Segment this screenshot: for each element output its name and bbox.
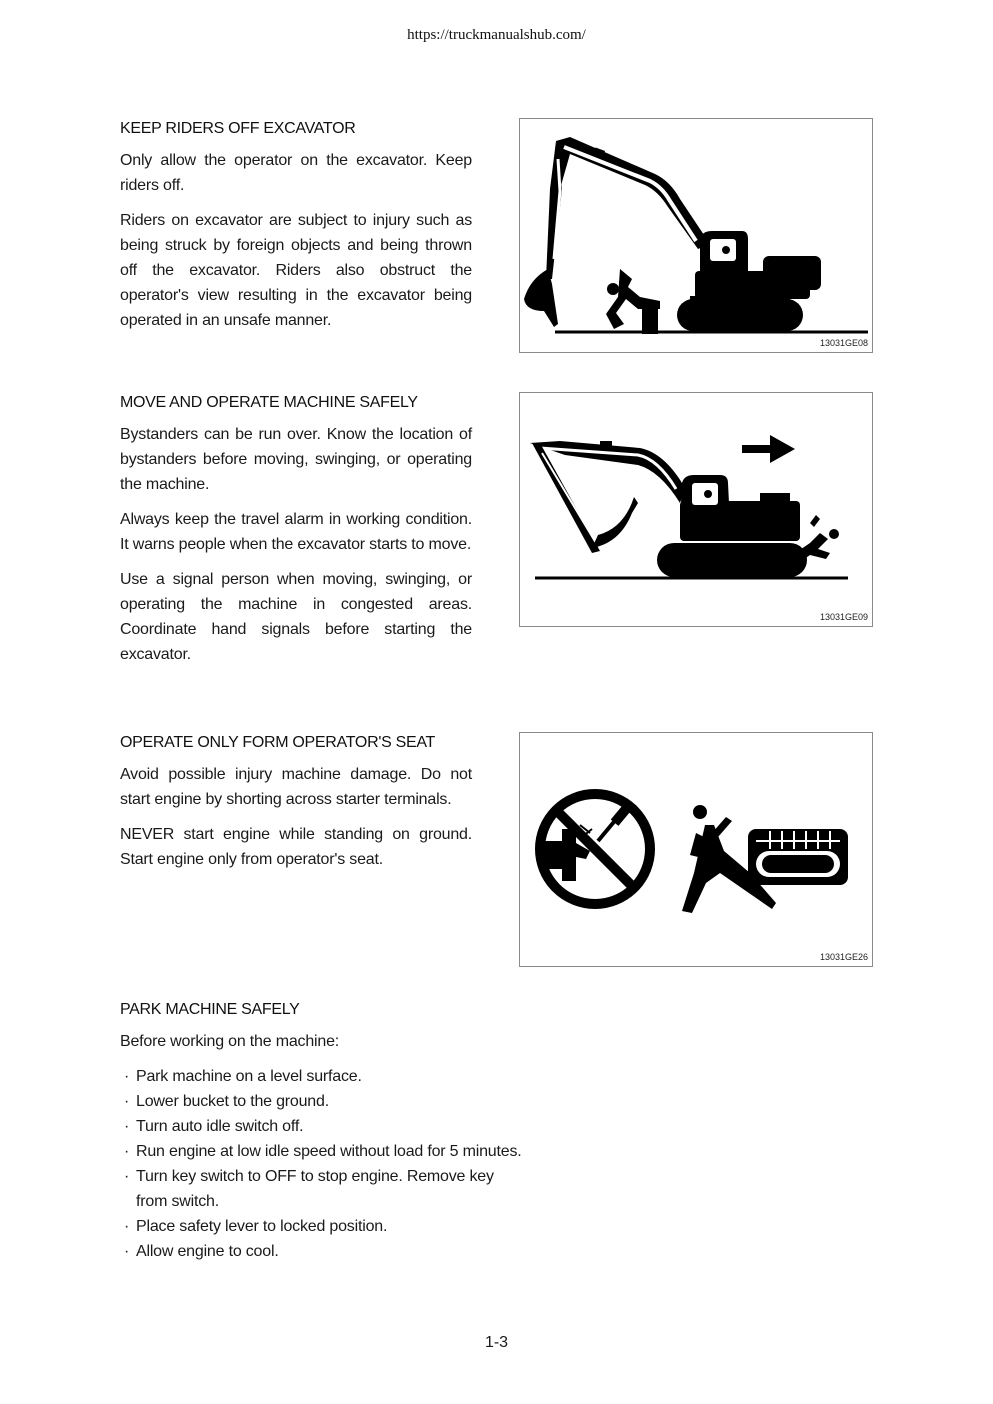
bullet: · [124,1218,130,1235]
excavator-rider-illustration [520,119,874,354]
figure-code: 13031GE09 [819,612,868,622]
section-park-safely [120,1001,580,1264]
no-shorting-starter-illustration [520,733,874,968]
figure-starter-shorting [519,732,873,967]
paragraph: NEVER start engine while standing on ground. Start engine only from operator's seat. [120,826,472,868]
paragraph: Bystanders can be run over. Know the location of bystanders before moving, swinging, or operating the machine. [120,426,472,493]
bullet: · [124,1168,130,1185]
figure-code: 13031GE26 [819,952,868,962]
section-operate-from-seat [120,734,472,882]
section-move-operate-safely [120,394,472,677]
section-title: MOVE AND OPERATE MACHINE SAFELY [120,394,418,411]
section-title: OPERATE ONLY FORM OPERATOR'S SEAT [120,734,435,751]
list-item: · Park machine on a level surface. [120,1064,580,1089]
bullet: · [124,1143,130,1160]
paragraph: Avoid possible injury machine damage. Do not start engine by shorting across starter terminals. [120,766,472,808]
bullet: · [124,1068,130,1085]
excavator-bystander-illustration [520,393,874,628]
section-title: KEEP RIDERS OFF EXCAVATOR [120,120,356,137]
paragraph: Riders on excavator are subject to injury such as being struck by foreign objects and being thrown off the excavator. Riders also obstruct the operator's view resulting in the excavator being operated in an unsafe manner. [120,212,472,329]
paragraph: Only allow the operator on the excavator. Keep riders off. [120,152,472,194]
section-title: PARK MACHINE SAFELY [120,1001,300,1018]
section-keep-riders-off [120,120,472,343]
list-item: · Lower bucket to the ground. [120,1089,580,1114]
list-item: · Allow engine to cool. [120,1239,580,1264]
list-item: · Turn auto idle switch off. [120,1114,580,1139]
park-steps-list [120,1064,580,1264]
list-item: · Run engine at low idle speed without load for 5 minutes. [120,1139,580,1164]
figure-code: 13031GE08 [819,338,868,348]
page-number: 1-3 [484,1334,509,1351]
paragraph: Use a signal person when moving, swinging, or operating the machine in congested areas. Coordinate hand signals before starting the excavator. [120,571,472,663]
list-item: · Place safety lever to locked position. [120,1214,580,1239]
header-url[interactable]: https://truckmanualshub.com/ [407,27,586,43]
bullet: · [124,1093,130,1110]
bullet: · [124,1118,130,1135]
figure-bystander-runover [519,392,873,627]
figure-riders-excavator [519,118,873,353]
intro-text: Before working on the machine: [120,1033,340,1050]
list-item: · Turn key switch to OFF to stop engine. Remove key from switch. [120,1164,521,1214]
bullet: · [124,1243,130,1260]
paragraph: Always keep the travel alarm in working condition. It warns people when the excavator starts to move. [120,511,472,553]
